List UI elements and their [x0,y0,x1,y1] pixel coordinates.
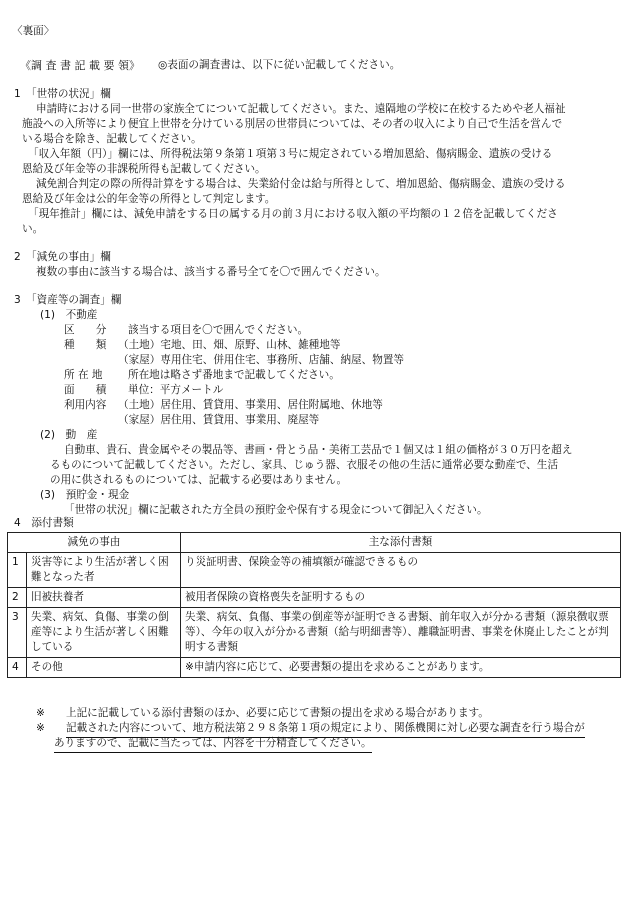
section1-p1-line2: 施設への入所等により便宜上世帯を分けている別居の世帯員については、その者の収入により自己で生活を営んで [22,118,563,130]
page-label: 〈裏面〉 [12,25,55,37]
realestate-area-text: 単位：平方メートル [128,384,224,396]
realestate-use-label: 利用内容 [64,399,107,411]
realestate-location-text: 所在地は略さず番地まで記載してください。 [128,369,340,381]
section2-p1: 複数の事由に該当する場合は、該当する番号全てを〇で囲んでください。 [36,266,386,278]
realestate-category-label: 区 分 [64,324,107,336]
section4-heading: 4 添付書類 [14,517,74,529]
row-number: 1 [8,553,27,588]
realestate-category-text: 該当する項目を〇で囲んでください。 [128,324,309,336]
realestate-use-land: （土地）居住用、賃貸用、事業用、居住附属地、休地等 [118,399,383,411]
attachments-table [7,532,621,678]
note1-text: 上記に記載している添付書類のほか、必要に応じて書類の提出を求める場合があります。 [66,707,489,719]
realestate-location-label: 所 在 地 [64,369,103,381]
section1-p4-line1: 「現年推計」欄には、減免申請をする日の属する月の前３月における収入額の平均額の１２倍を記載してくださ [28,208,558,220]
realestate-type-land: （土地）宅地、田、畑、原野、山林、雑種地等 [118,339,341,351]
section1-p2-line1: 「収入年額（円）」欄には、所得税法第９条第１項第３号に規定されている増加恩給、傷病賜金、遺族の受ける [28,148,553,160]
realestate-type-label: 種 類 [64,339,107,351]
realestate-area-label: 面 積 [64,384,107,396]
realestate-type-house: （家屋）専用住宅、併用住宅、事務所、店舗、納屋、物置等 [118,354,405,366]
section2-heading: 2 「減免の事由」欄 [14,251,111,263]
row-documents: 被用者保険の資格喪失を証明するもの [181,588,621,608]
header-documents: 主な添付書類 [181,533,621,553]
row-documents: 失業、病気、負傷、事業の倒産等が証明できる書類、前年収入が分かる書類（源泉徴収票等）、今年の収入が分かる書類（給与明細書等）、離職証明書、事業を休廃止したことが判明する書類 [181,608,621,658]
table-row [8,658,621,678]
table-row [8,608,621,658]
section1-p3-line2: 恩給及び年金は公的年金等の所得として判定します。 [22,193,276,205]
header-reason: 減免の事由 [8,533,181,553]
row-number: 4 [8,658,27,678]
movables-line3: の用に供されるものについては、記載する必要はありません。 [50,474,348,486]
section3-2-heading: (2) 動 産 [40,429,98,441]
row-reason: その他 [27,658,181,678]
section3-heading: 3 「資産等の調査」欄 [14,294,122,306]
section1-heading: 1 「世帯の状況」欄 [14,88,111,100]
note1-mark: ※ [36,707,45,719]
section3-1-heading: (1) 不動産 [40,309,98,321]
note2-line2: ありますので、記載に当たっては、内容を十分精査してください。 [54,736,372,753]
title-intro: ◎表面の調査書は、以下に従い記載してください。 [158,59,401,71]
note2-mark: ※ [36,722,45,734]
section1-p1-line3: いる場合を除き、記載してください。 [22,133,202,145]
section1-p3-line1: 減免割合判定の際の所得計算をする場合は、失業給付金は給与所得として、増加恩給、傷病賜金、遺族の受ける [36,178,566,190]
note2-line1: 記載された内容について、地方税法第２９８条第１項の規定により、関係機関に対し必要な調査を行う場合が [66,721,585,738]
table-row [8,553,621,588]
title-heading: 《調 査 書 記 載 要 領》 [20,59,140,72]
row-documents: ※申請内容に応じて、必要書類の提出を求めることがあります。 [181,658,621,678]
table-header-row [8,533,621,553]
movables-line1: 自動車、貴石、貴金属やその製品等、書画・骨とう品・美術工芸品で１個又は１組の価格が３０万円を超え [64,444,573,456]
row-number: 3 [8,608,27,658]
section1-p1-line1: 申請時における同一世帯の家族全てについて記載してください。また、遠隔地の学校に在校するためや老人福祉 [36,103,566,115]
row-number: 2 [8,588,27,608]
row-reason: 失業、病気、負傷、事業の倒産等により生活が著しく困難している [27,608,181,658]
section1-p4-line2: い。 [22,223,44,235]
movables-line2: るものについて記載してください。ただし、家具、じゅう器、衣服その他の生活に通常必要な動産で、生活 [50,459,559,471]
savings-line1: 「世帯の状況」欄に記載された方全員の預貯金や保有する現金について御記入ください。 [64,504,488,516]
section1-p2-line2: 恩給及び年金等の非課税所得も記載してください。 [22,163,266,175]
row-reason: 災害等により生活が著しく困難となった者 [27,553,181,588]
row-reason: 旧被扶養者 [27,588,181,608]
section3-3-heading: (3) 預貯金・現金 [40,489,130,501]
realestate-use-house: （家屋）居住用、賃貸用、事業用、廃屋等 [118,414,320,426]
row-documents: り災証明書、保険金等の補填額が確認できるもの [181,553,621,588]
table-row [8,588,621,608]
